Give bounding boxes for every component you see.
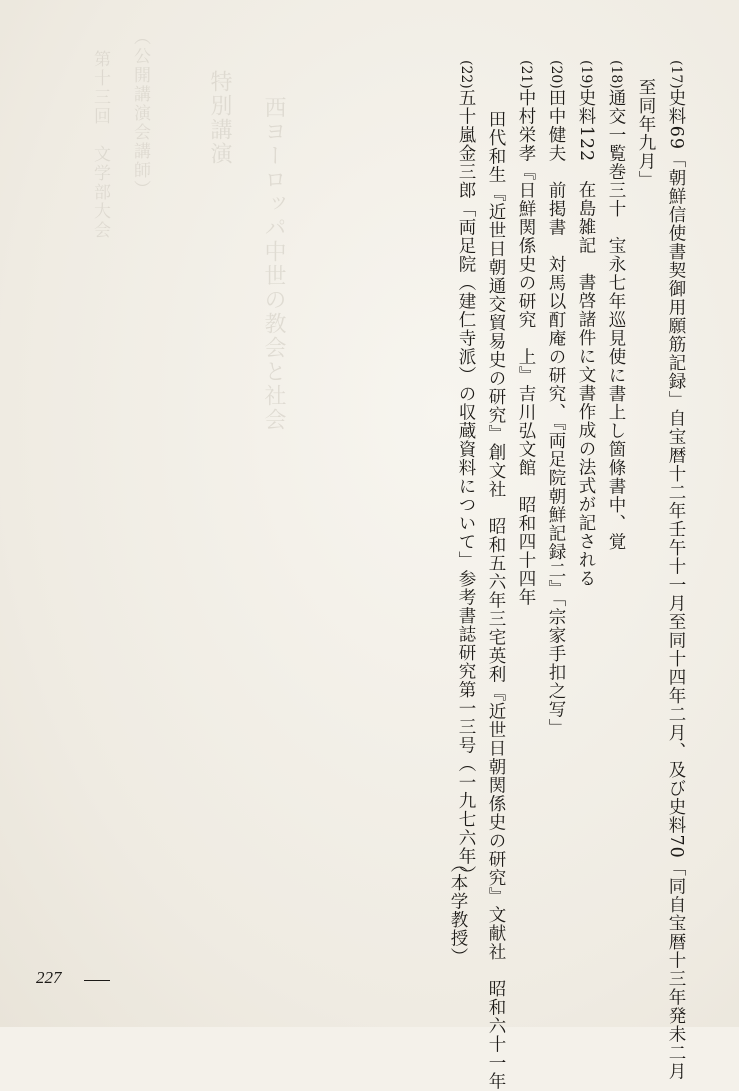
author-affiliation: （本学教授） bbox=[448, 855, 468, 966]
bleed-through-text: 西ヨーロッパ中世の教会と社会 bbox=[261, 96, 286, 432]
footnote-text: 中村栄孝『日鮮関係史の研究 上』吉川弘文館 昭和四十四年 bbox=[516, 88, 536, 607]
page-number-rule bbox=[84, 980, 110, 981]
footnote-20 bbox=[541, 60, 571, 960]
footnote-17-continuation bbox=[631, 60, 661, 960]
footnote-text: 通交一覧巻三十 宝永七年巡見使に書上し箇條書中、覚 bbox=[606, 88, 626, 552]
bleed-through-text: 特別講演 bbox=[207, 70, 232, 166]
footnote-number: (21) bbox=[518, 60, 534, 89]
footnote-number: (17) bbox=[668, 60, 684, 89]
footnote-text: 史料69「朝鮮信使書契御用願筋記録」自宝暦十二年壬午十一月至同十四年二月、及び史料70「同自宝暦十三年発未二月 bbox=[666, 88, 686, 1081]
footnote-number: (18) bbox=[608, 60, 624, 89]
footnote-text: 五十嵐金三郎「両足院（建仁寺派）の収蔵資料について」参考書誌研究第一三号（一九七六年） bbox=[456, 88, 476, 885]
footnote-number: (19) bbox=[578, 60, 594, 89]
footnote-21 bbox=[511, 60, 541, 960]
bleed-through-text: （公開講演会講師） bbox=[130, 28, 150, 199]
footnote-number: (22) bbox=[458, 60, 474, 89]
footnotes-block bbox=[451, 60, 691, 1091]
page-number: 227 bbox=[36, 968, 62, 987]
footnote-text: 田中健夫 前掲書 対馬以酊庵の研究、『両足院朝鮮記録二』「宗家手扣之写」 bbox=[546, 88, 566, 738]
bleed-through-text: 第十三回 文学部大会 bbox=[90, 50, 110, 240]
footnote-text: 至同年九月」 bbox=[636, 78, 656, 189]
footnote-21-continuation bbox=[481, 60, 511, 1091]
footnote-19 bbox=[571, 60, 601, 960]
footnote-22 bbox=[451, 60, 481, 960]
footnote-text: 田代和生『近世日朝通交貿易史の研究』創文社 昭和五六年三宅英利『近世日朝関係史の研究』文献社 昭和六十一年 bbox=[486, 110, 506, 1091]
footnote-number: (20) bbox=[548, 60, 564, 89]
footnote-text: 史料122 在島雑記 書啓諸件に文書作成の法式が記される bbox=[576, 88, 596, 588]
footnote-17 bbox=[661, 60, 691, 1081]
footnote-18 bbox=[601, 60, 631, 960]
